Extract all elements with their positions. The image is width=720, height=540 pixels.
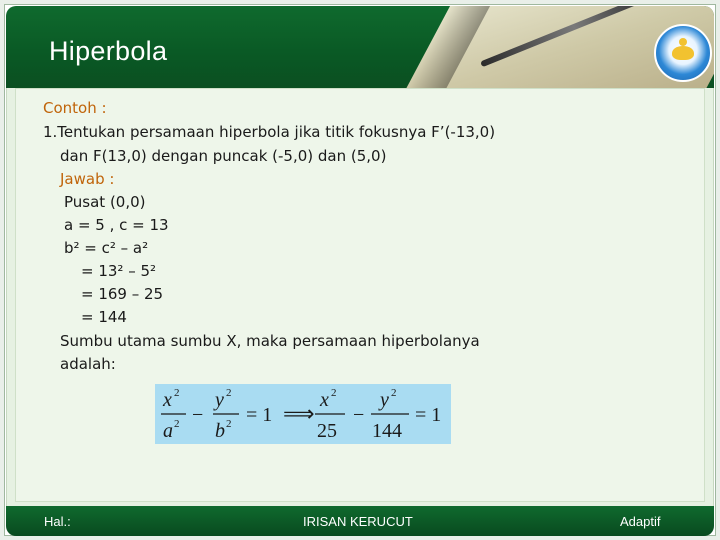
formula-a-den: a [163,420,173,442]
problem-line-1: 1.Tentukan persamaan hiperbola jika titik fokusnya F’(-13,0) [43,123,496,141]
formula-equals-one-2: = 1 [415,404,442,426]
page-label: Hal.: [44,514,71,529]
footer-topic: IRISAN KERUCUT [303,514,413,529]
formula-x-num: x [163,389,172,411]
logo-wing-icon [672,46,694,60]
b-squared-result: = 144 [81,308,127,326]
formula-b-den: b [215,420,225,442]
formula-b-sup: 2 [226,418,232,430]
formula-x-sup: 2 [174,387,180,399]
answer-label: Jawab : [60,170,115,188]
formula-minus-2: − [353,404,365,426]
formula-minus-1: − [192,404,204,426]
formula-equals-one-1: = 1 [246,404,273,426]
formula-y-sup: 2 [226,387,232,399]
conclusion-line-2: adalah: [60,355,116,373]
conclusion-line-1: Sumbu utama sumbu X, maka persamaan hiperbolanya [60,332,480,350]
slide-header [6,6,714,88]
formula-y-sup-2: 2 [391,387,397,399]
b-squared-formula: b² = c² – a² [64,239,149,257]
formula-y-num: y [215,389,224,411]
slide-title: Hiperbola [49,36,168,66]
example-label: Contoh : [43,99,107,117]
formula-x-num-2: x [320,389,329,411]
center-line: Pusat (0,0) [64,193,146,211]
formula-den-25: 25 [317,420,337,442]
b-squared-step-1: = 13² – 5² [81,262,157,280]
formula-implies: ⟹ [283,401,315,426]
formula-x-sup-2: 2 [331,387,337,399]
formula-y-num-2: y [380,389,389,411]
b-squared-step-2: = 169 – 25 [81,285,164,303]
slide-footer [6,506,714,536]
ac-values-line: a = 5 , c = 13 [64,216,169,234]
tut-wuri-handayani-logo-icon [654,24,712,82]
formula-a-sup: 2 [174,418,180,430]
logo-star-icon [679,38,687,46]
problem-line-2: dan F(13,0) dengan puncak (-5,0) dan (5,0) [60,147,387,165]
hyperbola-equation [155,384,451,444]
footer-category: Adaptif [620,514,661,529]
formula-den-144: 144 [372,420,402,442]
